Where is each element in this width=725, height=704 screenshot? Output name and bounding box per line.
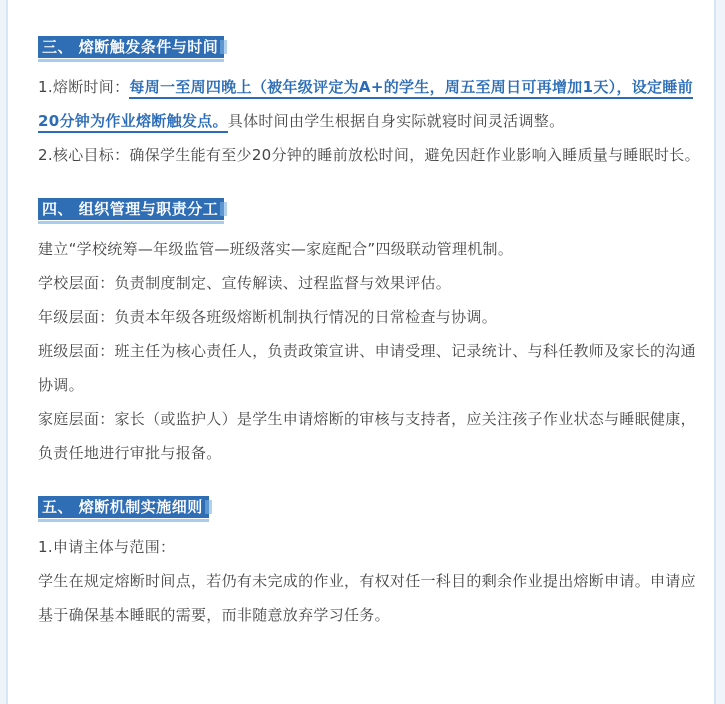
paragraph-mechanism: 建立“学校统筹—年级监管—班级落实—家庭配合”四级联动管理机制。 xyxy=(38,240,514,258)
section-heading-text: 五、 熔断机制实施细则 xyxy=(42,498,203,516)
paragraph-class-level: 班级层面：班主任为核心责任人，负责政策宣讲、申请受理、记录统计、与科任教师及家长的沟通协调。 xyxy=(38,342,696,394)
highlighted-text: 每周一至周四晚上（被年级评定为A+的学生，周五至周日可再增加1天），设定睡前20分钟为作业熔断触发点。 xyxy=(38,78,693,133)
section-heading xyxy=(38,36,224,58)
paragraph-grade-level: 年级层面：负责本年级各班级熔断机制执行情况的日常检查与协调。 xyxy=(38,308,498,326)
section-heading-wrap xyxy=(38,198,708,228)
paragraph-suffix: 具体时间由学生根据自身实际就寝时间灵活调整。 xyxy=(227,112,565,130)
section-heading-wrap xyxy=(38,36,708,66)
section-organization xyxy=(38,198,708,470)
article-content xyxy=(38,36,708,658)
section-trigger-conditions xyxy=(38,36,708,172)
heading-marker-decoration xyxy=(220,40,227,54)
section-heading-text: 四、 组织管理与职责分工 xyxy=(42,200,219,218)
paragraph-prefix: 1.熔断时间： xyxy=(38,78,130,96)
section-heading xyxy=(38,198,224,220)
paragraph-application-rule: 学生在规定熔断时间点，若仍有未完成的作业，有权对任一科目的剩余作业提出熔断申请。申请应基于确保基本睡眠的需要，而非随意放弃学习任务。 xyxy=(38,572,696,624)
section-heading-text: 三、 熔断触发条件与时间 xyxy=(42,38,219,56)
paragraph-family-level: 家庭层面：家长（或监护人）是学生申请熔断的审核与支持者，应关注孩子作业状态与睡眠健康，负责任地进行审批与报备。 xyxy=(38,410,696,462)
article-frame xyxy=(6,0,716,704)
heading-marker-decoration xyxy=(205,500,212,514)
paragraph-melt-time xyxy=(38,70,708,138)
paragraph-school-level: 学校层面：负责制度制定、宣传解读、过程监督与效果评估。 xyxy=(38,274,452,292)
section-heading-wrap xyxy=(38,496,708,526)
section-heading xyxy=(38,496,209,518)
section-implementation xyxy=(38,496,708,632)
heading-marker-decoration xyxy=(220,202,227,216)
paragraph-applicant-scope: 1.申请主体与范围： xyxy=(38,538,176,556)
paragraph-core-goal: 2.核心目标：确保学生能有至少20分钟的睡前放松时间，避免因赶作业影响入睡质量与睡眠时长。 xyxy=(38,146,700,164)
